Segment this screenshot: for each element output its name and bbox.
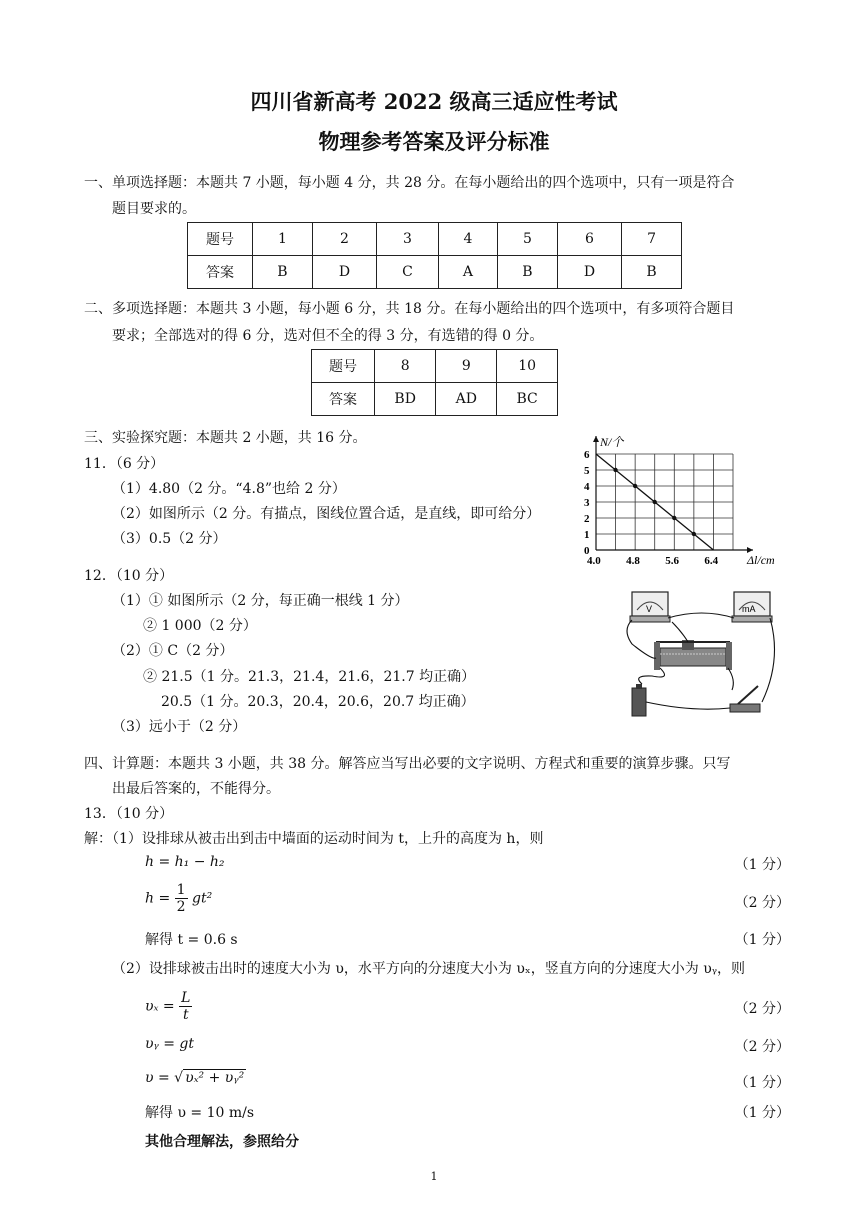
section3-heading: 三、实验探究题：本题共 2 小题，共 16 分。 bbox=[84, 430, 367, 446]
voltmeter bbox=[630, 592, 670, 622]
milliammeter-label: mA bbox=[742, 604, 756, 614]
table-header-cell: 题号 bbox=[312, 350, 375, 383]
q12-part1b: ② 1 000（2 分） bbox=[143, 618, 257, 634]
score-eq6: （1 分） bbox=[734, 1075, 790, 1091]
sqrt-icon: √ bbox=[174, 1070, 184, 1086]
table-cell: 4 bbox=[438, 223, 497, 256]
score-eq1: （1 分） bbox=[734, 857, 790, 873]
table-row bbox=[312, 350, 558, 383]
x-tick-label: 4.0 bbox=[587, 555, 601, 567]
voltmeter-label: V bbox=[646, 604, 653, 614]
score-eq5: （2 分） bbox=[734, 1039, 790, 1055]
equation-v-result: 解得 υ = 10 m/s bbox=[145, 1105, 255, 1121]
table-cell: B bbox=[253, 256, 313, 289]
table-cell: 3 bbox=[377, 223, 439, 256]
table-row bbox=[188, 223, 682, 256]
table-header-cell: 题号 bbox=[188, 223, 253, 256]
table-cell: 2 bbox=[312, 223, 376, 256]
y-axis-label: N/个 bbox=[600, 435, 624, 449]
eq2-lhs: h = bbox=[145, 890, 171, 907]
table-cell: BC bbox=[497, 383, 558, 416]
table-cell: 10 bbox=[497, 350, 558, 383]
q12-part2b: ② 21.5（1 分。21.3，21.4，21.6，21.7 均正确） bbox=[143, 669, 476, 685]
table-cell: 9 bbox=[436, 350, 497, 383]
data-point bbox=[692, 532, 696, 536]
section1-heading-cont: 题目要求的。 bbox=[112, 201, 196, 217]
table-cell: D bbox=[312, 256, 376, 289]
milliammeter bbox=[732, 592, 772, 622]
x-tick-label: 5.6 bbox=[665, 555, 680, 567]
section2-heading-cont: 要求；全部选对的得 6 分，选对但不全的得 3 分，有选错的得 0 分。 bbox=[112, 328, 544, 344]
equation-h-gt2 bbox=[145, 882, 212, 915]
score-eq3: （1 分） bbox=[734, 932, 790, 948]
section4-heading: 四、计算题：本题共 3 小题，共 38 分。解答应当写出必要的文字说明、方程式和重要的演算步骤。只写 bbox=[84, 756, 731, 772]
table-cell: 6 bbox=[557, 223, 621, 256]
solution-part2-intro: （2）设排球被击出时的速度大小为 υ，水平方向的分速度大小为 υₓ，竖直方向的分速度大小为 υᵧ，则 bbox=[112, 961, 745, 977]
table-cell: B bbox=[498, 256, 558, 289]
fraction-numerator: 1 bbox=[176, 882, 186, 898]
score-eq2: （2 分） bbox=[734, 895, 790, 911]
battery bbox=[632, 684, 646, 716]
eq2-rhs: gt² bbox=[192, 890, 213, 907]
y-tick-label: 2 bbox=[584, 513, 590, 525]
circuit-diagram bbox=[612, 580, 792, 720]
fraction-one-half bbox=[175, 882, 188, 915]
equation-vx bbox=[145, 990, 192, 1023]
data-point bbox=[653, 500, 657, 504]
single-choice-answer-table bbox=[187, 222, 682, 289]
y-tick-label: 3 bbox=[584, 497, 590, 509]
y-axis-arrow-icon bbox=[593, 436, 599, 442]
section2-heading: 二、多项选择题：本题共 3 小题，每小题 6 分，共 18 分。在每小题给出的四个选项中，有多项符合题目 bbox=[84, 301, 735, 317]
fraction-denominator: t bbox=[182, 1007, 189, 1023]
table-cell: 7 bbox=[622, 223, 682, 256]
page-title: 四川省新高考 2022 级高三适应性考试 bbox=[250, 89, 618, 114]
fraction-denominator: 2 bbox=[176, 899, 186, 915]
table-cell: A bbox=[438, 256, 497, 289]
table-header-cell: 答案 bbox=[188, 256, 253, 289]
y-tick-label: 5 bbox=[584, 465, 590, 477]
score-eq4: （2 分） bbox=[734, 1001, 790, 1017]
x-tick-label: 4.8 bbox=[626, 555, 640, 567]
x-tick-label: 6.4 bbox=[704, 555, 719, 567]
section4-heading-cont: 出最后答案的，不能得分。 bbox=[112, 781, 280, 797]
q12-part3: （3）远小于（2 分） bbox=[112, 719, 247, 735]
chart-ticks bbox=[584, 449, 719, 567]
q12-part2: （2）① C（2 分） bbox=[112, 643, 234, 659]
equation-h: h = h₁ − h₂ bbox=[145, 854, 225, 870]
page-number: 1 bbox=[430, 1170, 438, 1183]
table-row bbox=[312, 383, 558, 416]
table-cell: B bbox=[622, 256, 682, 289]
chart-axes bbox=[593, 436, 753, 553]
sliding-rheostat bbox=[654, 640, 732, 670]
question-12-heading: 12．（10 分） bbox=[84, 568, 174, 584]
multi-choice-answer-table bbox=[311, 349, 558, 416]
q12-part1: （1）① 如图所示（2 分，每正确一根线 1 分） bbox=[112, 593, 409, 609]
score-eq7: （1 分） bbox=[734, 1105, 790, 1121]
equation-t-result: 解得 t = 0.6 s bbox=[145, 932, 238, 948]
table-cell: 1 bbox=[253, 223, 313, 256]
y-tick-label: 1 bbox=[584, 529, 590, 541]
table-cell: 5 bbox=[498, 223, 558, 256]
table-cell: C bbox=[377, 256, 439, 289]
data-point bbox=[613, 468, 617, 472]
q11-part1: （1）4.80（2 分。“4.8”也给 2 分） bbox=[112, 481, 346, 497]
page-subtitle: 物理参考答案及评分标准 bbox=[318, 129, 550, 154]
equation-v-magnitude bbox=[145, 1070, 246, 1086]
eq6-lhs: υ = bbox=[145, 1070, 170, 1086]
q11-part2: （2）如图所示（2 分。有描点，图线位置合适，是直线，即可给分） bbox=[112, 506, 541, 522]
table-header-cell: 答案 bbox=[312, 383, 375, 416]
q11-part3: （3）0.5（2 分） bbox=[112, 531, 227, 547]
switch bbox=[730, 686, 760, 712]
n-vs-dl-chart bbox=[572, 420, 790, 575]
q12-part2c: 20.5（1 分。20.3，20.4，20.6，20.7 均正确） bbox=[161, 694, 475, 710]
fraction-l-over-t bbox=[179, 990, 192, 1023]
y-tick-label: 6 bbox=[584, 449, 590, 461]
x-axis-label: Δl/cm bbox=[747, 553, 775, 567]
table-cell: AD bbox=[436, 383, 497, 416]
data-point bbox=[672, 516, 676, 520]
y-tick-label: 0 bbox=[584, 545, 590, 557]
question-11-heading: 11．（6 分） bbox=[84, 456, 165, 472]
table-cell: D bbox=[557, 256, 621, 289]
y-tick-label: 4 bbox=[584, 481, 590, 493]
alternative-solution-note: 其他合理解法，参照给分 bbox=[145, 1134, 299, 1150]
sqrt-radicand: υₓ² + υᵧ² bbox=[185, 1070, 245, 1086]
table-cell: 8 bbox=[375, 350, 436, 383]
data-point bbox=[633, 484, 637, 488]
question-13-heading: 13．（10 分） bbox=[84, 806, 174, 822]
solution-part1-intro: 解：（1）设排球从被击出到击中墙面的运动时间为 t，上升的高度为 h，则 bbox=[84, 831, 544, 847]
eq4-lhs: υₓ = bbox=[145, 998, 175, 1015]
table-cell: BD bbox=[375, 383, 436, 416]
section1-heading: 一、单项选择题：本题共 7 小题，每小题 4 分，共 28 分。在每小题给出的四个选项中，只有一项是符合 bbox=[84, 175, 735, 191]
equation-vy: υᵧ = gt bbox=[145, 1036, 194, 1052]
fraction-numerator: L bbox=[181, 990, 191, 1006]
table-row bbox=[188, 256, 682, 289]
